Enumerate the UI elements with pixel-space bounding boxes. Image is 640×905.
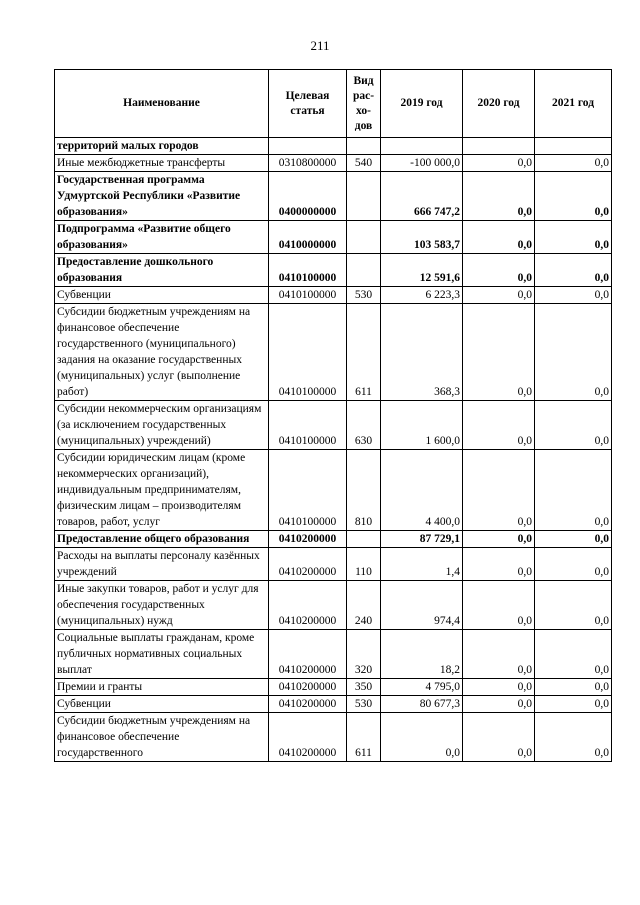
table-row bbox=[55, 172, 612, 221]
row-value-2019: 4 795,0 bbox=[381, 679, 463, 696]
row-value-2020: 0,0 bbox=[463, 696, 535, 713]
row-target-article: 0410100000 bbox=[269, 254, 347, 287]
table-row bbox=[55, 138, 612, 155]
row-name: Предоставление общего образования bbox=[55, 531, 269, 548]
row-value-2021: 0,0 bbox=[535, 531, 612, 548]
row-value-2020: 0,0 bbox=[463, 287, 535, 304]
row-target-article: 0410200000 bbox=[269, 713, 347, 762]
row-expense-type bbox=[347, 172, 381, 221]
row-value-2019: 6 223,3 bbox=[381, 287, 463, 304]
header-name: Наименование bbox=[55, 70, 269, 138]
row-value-2020: 0,0 bbox=[463, 531, 535, 548]
row-value-2021: 0,0 bbox=[535, 696, 612, 713]
row-value-2019: 0,0 bbox=[381, 713, 463, 762]
page-number: 211 bbox=[310, 38, 330, 53]
header-2021: 2021 год bbox=[535, 70, 612, 138]
row-expense-type: 540 bbox=[347, 155, 381, 172]
row-expense-type: 611 bbox=[347, 304, 381, 401]
row-target-article: 0410200000 bbox=[269, 548, 347, 581]
table-row bbox=[55, 630, 612, 679]
row-value-2019: 974,4 bbox=[381, 581, 463, 630]
row-name: Подпрограмма «Развитие общего образования» bbox=[55, 221, 269, 254]
row-value-2021: 0,0 bbox=[535, 304, 612, 401]
row-target-article: 0410200000 bbox=[269, 696, 347, 713]
row-target-article: 0410000000 bbox=[269, 221, 347, 254]
row-value-2020: 0,0 bbox=[463, 581, 535, 630]
row-expense-type: 611 bbox=[347, 713, 381, 762]
row-value-2019: 80 677,3 bbox=[381, 696, 463, 713]
row-expense-type: 530 bbox=[347, 287, 381, 304]
row-name: Предоставление дошкольного образования bbox=[55, 254, 269, 287]
row-name: Иные закупки товаров, работ и услуг для обеспечения государственных (муниципальных) нужд bbox=[55, 581, 269, 630]
row-expense-type bbox=[347, 138, 381, 155]
row-value-2021: 0,0 bbox=[535, 221, 612, 254]
row-value-2020: 0,0 bbox=[463, 450, 535, 531]
row-value-2019: 18,2 bbox=[381, 630, 463, 679]
row-value-2019: 12 591,6 bbox=[381, 254, 463, 287]
row-target-article: 0310800000 bbox=[269, 155, 347, 172]
table-body bbox=[55, 138, 612, 762]
row-value-2019: 103 583,7 bbox=[381, 221, 463, 254]
header-2019: 2019 год bbox=[381, 70, 463, 138]
header-code: Целевая статья bbox=[269, 70, 347, 138]
row-expense-type: 240 bbox=[347, 581, 381, 630]
row-target-article: 0410100000 bbox=[269, 401, 347, 450]
row-expense-type: 320 bbox=[347, 630, 381, 679]
row-expense-type bbox=[347, 254, 381, 287]
row-target-article: 0410100000 bbox=[269, 450, 347, 531]
row-value-2021: 0,0 bbox=[535, 630, 612, 679]
header-kind: Вид рас-хо-дов bbox=[347, 70, 381, 138]
row-value-2021: 0,0 bbox=[535, 287, 612, 304]
row-value-2019: 4 400,0 bbox=[381, 450, 463, 531]
row-target-article bbox=[269, 138, 347, 155]
table-row bbox=[55, 581, 612, 630]
table-row bbox=[55, 304, 612, 401]
row-value-2020: 0,0 bbox=[463, 713, 535, 762]
row-name: территорий малых городов bbox=[55, 138, 269, 155]
row-target-article: 0410200000 bbox=[269, 531, 347, 548]
row-target-article: 0410100000 bbox=[269, 287, 347, 304]
row-name: Расходы на выплаты персоналу казённых учреждений bbox=[55, 548, 269, 581]
table-row bbox=[55, 254, 612, 287]
row-expense-type bbox=[347, 531, 381, 548]
row-value-2019: 87 729,1 bbox=[381, 531, 463, 548]
row-name: Субсидии юридическим лицам (кроме некоммерческих организаций), индивидуальным предпринимателям, физическим лицам – производителям товаров, работ, услуг bbox=[55, 450, 269, 531]
header-row bbox=[55, 70, 612, 138]
table-row bbox=[55, 287, 612, 304]
row-name: Социальные выплаты гражданам, кроме публичных нормативных социальных выплат bbox=[55, 630, 269, 679]
row-value-2019: 368,3 bbox=[381, 304, 463, 401]
row-value-2020: 0,0 bbox=[463, 401, 535, 450]
row-target-article: 0400000000 bbox=[269, 172, 347, 221]
table-row bbox=[55, 155, 612, 172]
table-row bbox=[55, 221, 612, 254]
row-expense-type: 350 bbox=[347, 679, 381, 696]
table-row bbox=[55, 450, 612, 531]
row-value-2021: 0,0 bbox=[535, 548, 612, 581]
row-name: Субвенции bbox=[55, 696, 269, 713]
row-value-2021: 0,0 bbox=[535, 254, 612, 287]
budget-table bbox=[54, 69, 612, 762]
row-expense-type: 530 bbox=[347, 696, 381, 713]
row-name: Субвенции bbox=[55, 287, 269, 304]
row-expense-type: 630 bbox=[347, 401, 381, 450]
row-name: Иные межбюджетные трансферты bbox=[55, 155, 269, 172]
row-target-article: 0410200000 bbox=[269, 581, 347, 630]
row-value-2021: 0,0 bbox=[535, 713, 612, 762]
row-value-2020: 0,0 bbox=[463, 221, 535, 254]
row-value-2021: 0,0 bbox=[535, 679, 612, 696]
row-expense-type: 110 bbox=[347, 548, 381, 581]
row-target-article: 0410100000 bbox=[269, 304, 347, 401]
row-name: Субсидии бюджетным учреждениям на финансовое обеспечение государственного (муниципального) задания на оказание государственных (муниципальных) услуг (выполнение работ) bbox=[55, 304, 269, 401]
row-value-2019: -100 000,0 bbox=[381, 155, 463, 172]
table-row bbox=[55, 696, 612, 713]
row-value-2020: 0,0 bbox=[463, 155, 535, 172]
row-value-2019: 666 747,2 bbox=[381, 172, 463, 221]
row-target-article: 0410200000 bbox=[269, 679, 347, 696]
row-value-2021: 0,0 bbox=[535, 450, 612, 531]
table-row bbox=[55, 679, 612, 696]
row-value-2019: 1 600,0 bbox=[381, 401, 463, 450]
row-value-2020: 0,0 bbox=[463, 254, 535, 287]
row-value-2019 bbox=[381, 138, 463, 155]
row-value-2020 bbox=[463, 138, 535, 155]
row-value-2020: 0,0 bbox=[463, 679, 535, 696]
row-value-2020: 0,0 bbox=[463, 304, 535, 401]
row-expense-type bbox=[347, 221, 381, 254]
row-name: Субсидии некоммерческим организациям (за исключением государственных (муниципальных) учреждений) bbox=[55, 401, 269, 450]
row-expense-type: 810 bbox=[347, 450, 381, 531]
table-row bbox=[55, 401, 612, 450]
row-value-2020: 0,0 bbox=[463, 172, 535, 221]
row-value-2021: 0,0 bbox=[535, 401, 612, 450]
row-value-2020: 0,0 bbox=[463, 548, 535, 581]
table-row bbox=[55, 531, 612, 548]
row-value-2021: 0,0 bbox=[535, 581, 612, 630]
row-value-2019: 1,4 bbox=[381, 548, 463, 581]
row-value-2021: 0,0 bbox=[535, 155, 612, 172]
table-row bbox=[55, 713, 612, 762]
row-name: Государственная программа Удмуртской Республики «Развитие образования» bbox=[55, 172, 269, 221]
row-value-2020: 0,0 bbox=[463, 630, 535, 679]
header-2020: 2020 год bbox=[463, 70, 535, 138]
row-target-article: 0410200000 bbox=[269, 630, 347, 679]
row-name: Премии и гранты bbox=[55, 679, 269, 696]
row-value-2021 bbox=[535, 138, 612, 155]
table-row bbox=[55, 548, 612, 581]
row-value-2021: 0,0 bbox=[535, 172, 612, 221]
row-name: Субсидии бюджетным учреждениям на финансовое обеспечение государственного bbox=[55, 713, 269, 762]
